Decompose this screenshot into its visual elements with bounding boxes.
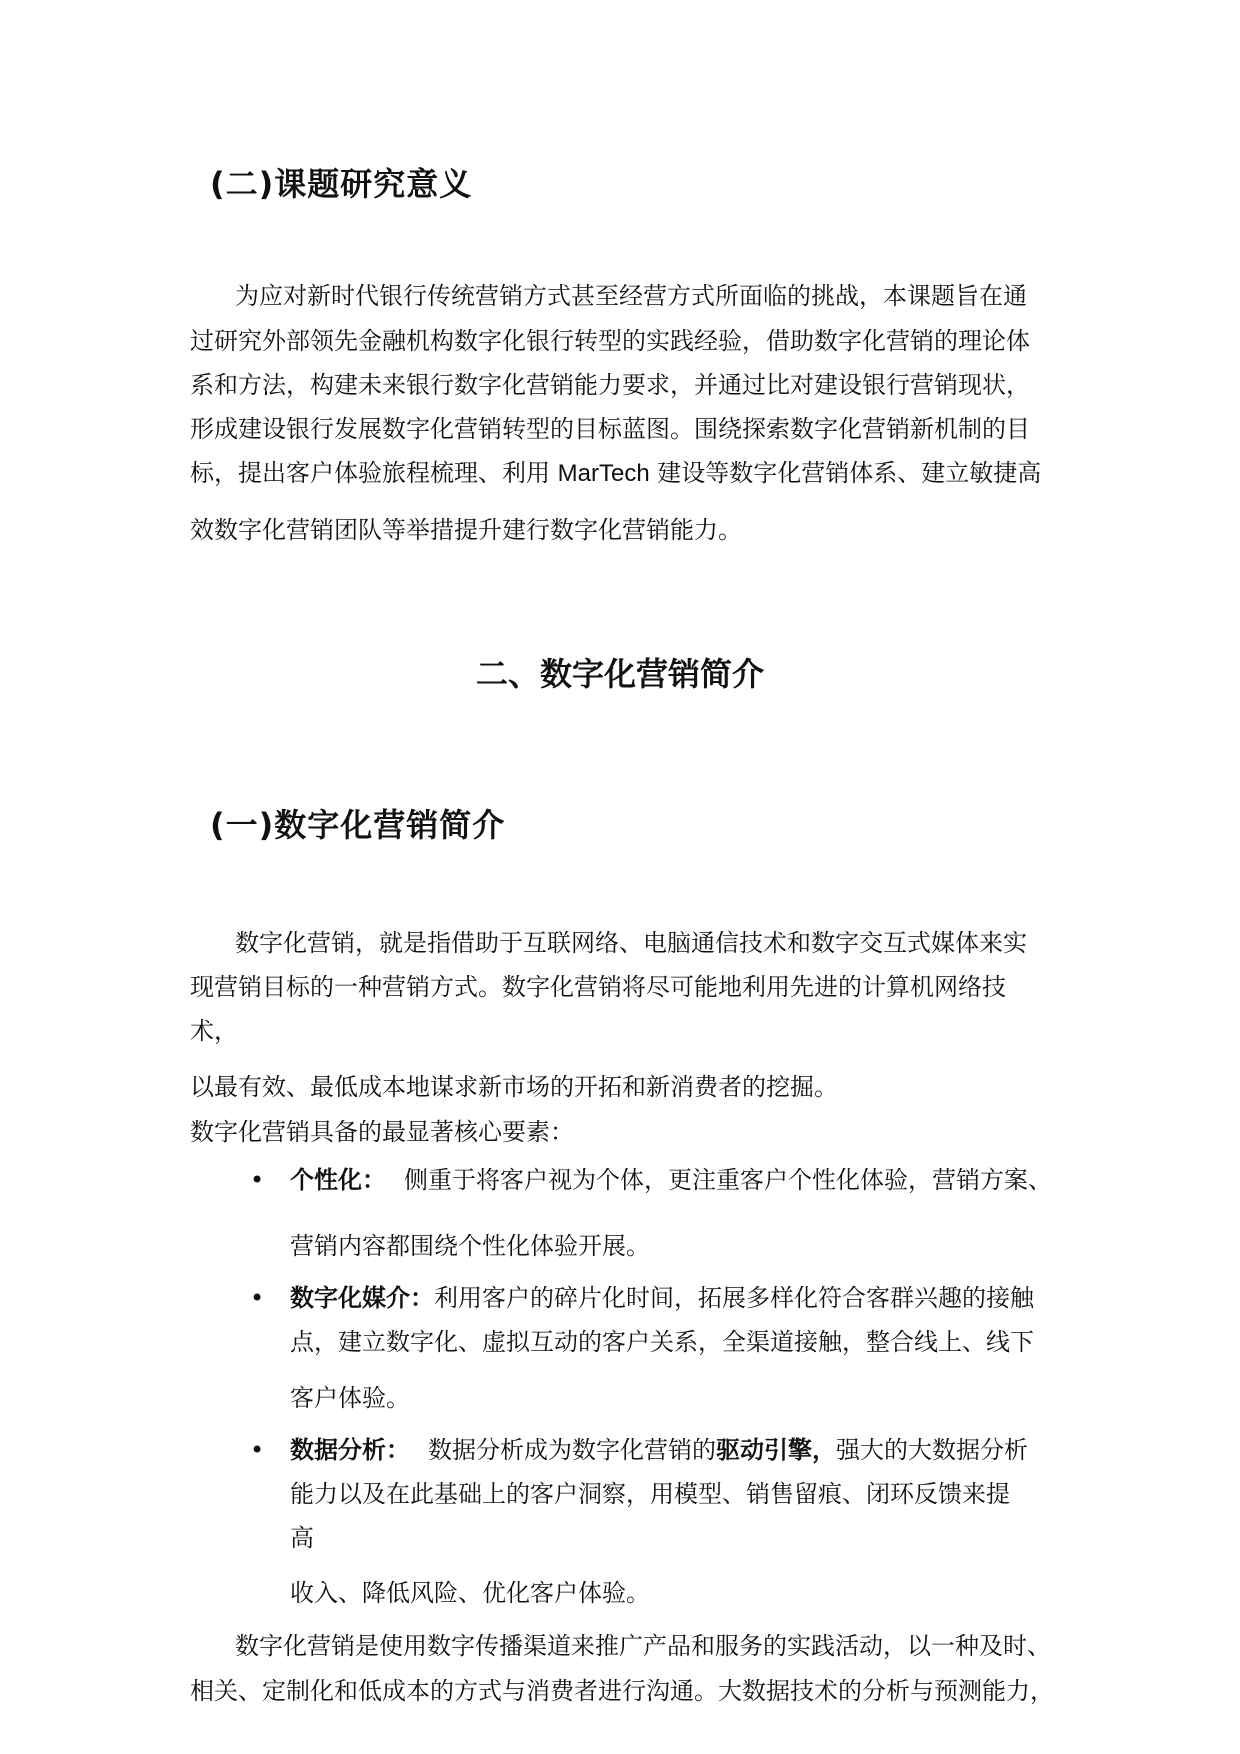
text-line: 系和方法，构建未来银行数字化营销能力要求，并通过比对建设银行营销现状， [190, 371, 1030, 399]
bullet-dot-icon: • [250, 1436, 265, 1464]
text-fragment: 数据分析成为数字化营销的 [428, 1436, 716, 1464]
chapter-heading-digital-marketing: 二、数字化营销简介 [475, 655, 764, 693]
emphasis-text: 驱动引擎， [716, 1436, 836, 1464]
text-line [290, 1282, 1034, 1314]
text-line: 过研究外部领先金融机构数字化银行转型的实践经验，借助数字化营销的理论体 [190, 327, 1030, 355]
text-line: 收入、降低风险、优化客户体验。 [290, 1579, 650, 1607]
text-line: 高 [290, 1524, 314, 1552]
text-line: 营销内容都围绕个性化体验开展。 [290, 1232, 650, 1260]
text-line [290, 1434, 1028, 1466]
text-line: 为应对新时代银行传统营销方式甚至经营方式所面临的挑战，本课题旨在通 [235, 282, 1027, 310]
text-line: 术， [190, 1017, 238, 1045]
text-line: 数字化营销具备的最显著核心要素： [190, 1118, 574, 1146]
bullet-term: 数字化媒介： [290, 1284, 434, 1312]
bullet-term: 数据分析： [290, 1436, 410, 1464]
text-line: 以最有效、最低成本地谋求新市场的开拓和新消费者的挖掘。 [190, 1073, 838, 1101]
text-line: 数字化营销是使用数字传播渠道来推广产品和服务的实践活动，以一种及时、 [235, 1632, 1051, 1660]
section-heading-research-significance: (二)课题研究意义 [210, 165, 473, 203]
text-line: 能力以及在此基础上的客户洞察，用模型、销售留痕、闭环反馈来提 [290, 1480, 1010, 1508]
text-line [290, 1164, 1052, 1196]
bullet-term: 个性化： [290, 1166, 386, 1194]
section-heading-digital-marketing-intro: (一)数字化营销简介 [210, 806, 506, 844]
text-fragment: 侧重于将客户视为个体，更注重客户个性化体验，营销方案、 [404, 1166, 1052, 1194]
text-fragment: 利用客户的碎片化时间，拓展多样化符合客群兴趣的接触 [434, 1284, 1034, 1312]
text-fragment: 建设等数字化营销体系、建立敏捷高 [649, 459, 1042, 487]
text-line: 现营销目标的一种营销方式。数字化营销将尽可能地利用先进的计算机网络技 [190, 973, 1006, 1001]
text-line: 客户体验。 [290, 1384, 410, 1412]
text-line: 点，建立数字化、虚拟互动的客户关系，全渠道接触，整合线上、线下 [290, 1328, 1034, 1356]
text-fragment: 强大的大数据分析 [836, 1436, 1028, 1464]
text-line [190, 457, 1041, 490]
text-fragment: 标，提出客户体验旅程梳理、利用 [190, 459, 558, 487]
text-line: 相关、定制化和低成本的方式与消费者进行沟通。大数据技术的分析与预测能力， [190, 1677, 1054, 1705]
text-line: 效数字化营销团队等举措提升建行数字化营销能力。 [190, 516, 742, 544]
bullet-dot-icon: • [250, 1166, 265, 1194]
text-line: 数字化营销，就是指借助于互联网络、电脑通信技术和数字交互式媒体来实 [235, 929, 1027, 957]
text-line: 形成建设银行发展数字化营销转型的目标蓝图。围绕探索数字化营销新机制的目 [190, 415, 1030, 443]
bullet-dot-icon: • [250, 1284, 265, 1312]
martech-term: MarTech [557, 460, 650, 487]
